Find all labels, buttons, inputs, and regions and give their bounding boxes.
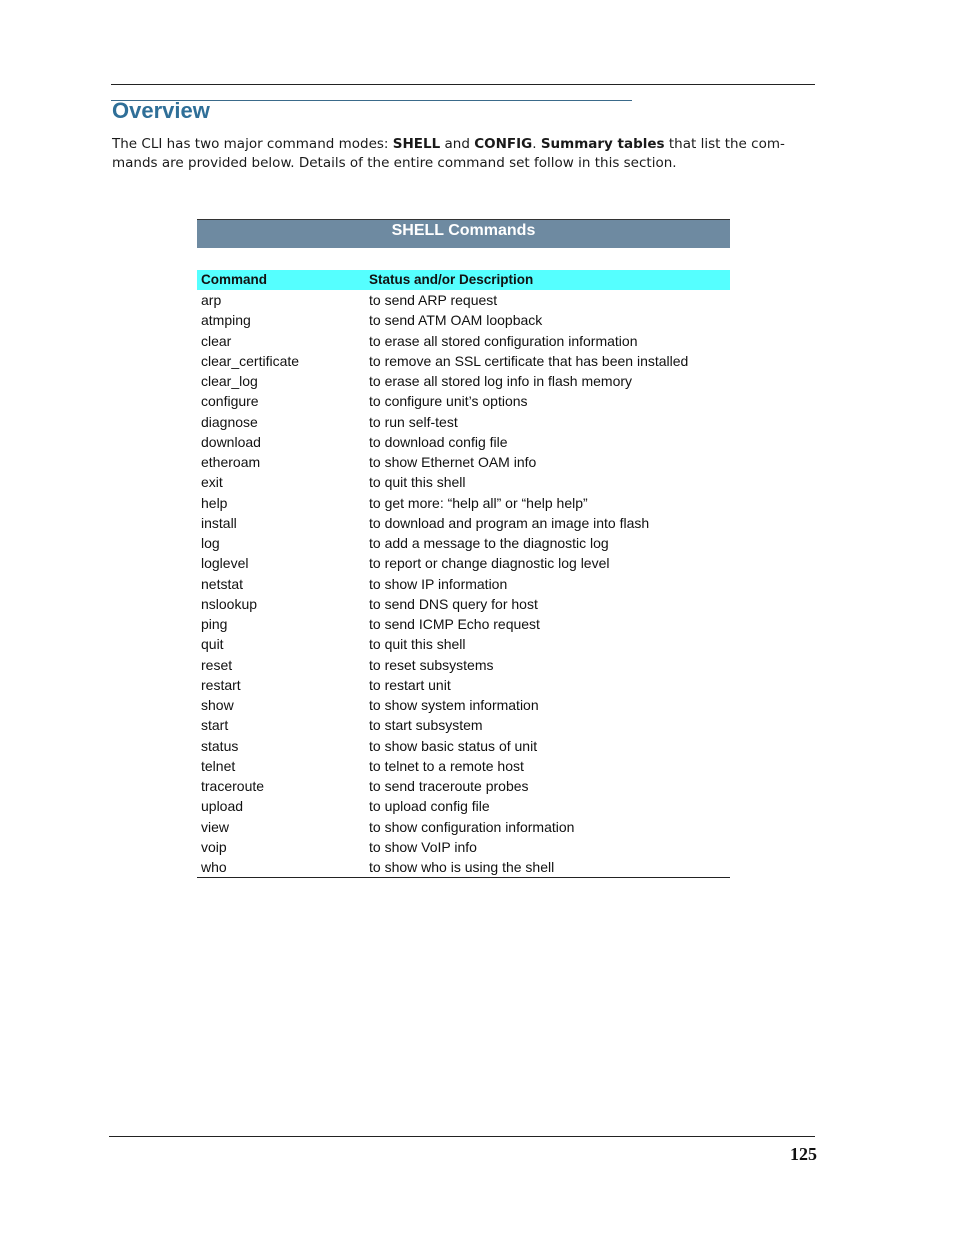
table-row <box>197 817 730 837</box>
command-cell: voip <box>201 838 227 855</box>
table-row <box>197 715 730 735</box>
command-cell: exit <box>201 474 223 491</box>
table-row <box>197 594 730 614</box>
command-cell: telnet <box>201 757 236 774</box>
table-row <box>197 391 730 411</box>
description-cell: to remove an SSL certificate that has been installed <box>369 352 689 369</box>
description-cell: to show Ethernet OAM info <box>369 454 537 471</box>
description-cell: to start subsystem <box>369 717 483 734</box>
top-rule <box>111 84 815 85</box>
table-header-row <box>197 270 730 290</box>
description-cell: to send ATM OAM loopback <box>369 312 543 329</box>
description-cell: to send ICMP Echo request <box>369 616 540 633</box>
description-cell: to send ARP request <box>369 292 498 309</box>
command-cell: quit <box>201 636 224 653</box>
table-row <box>197 675 730 695</box>
command-cell: atmping <box>201 312 251 329</box>
table-row <box>197 351 730 371</box>
table-row <box>197 310 730 330</box>
command-cell: show <box>201 697 234 714</box>
command-cell: clear_log <box>201 373 258 390</box>
command-cell: upload <box>201 798 244 815</box>
table-row <box>197 796 730 816</box>
header-command: Command <box>197 270 365 290</box>
table-row <box>197 574 730 594</box>
intro-shell: SHELL <box>392 136 441 152</box>
intro-text-1: The CLI has two major command modes: <box>112 136 393 152</box>
description-cell: to report or change diagnostic log level <box>369 555 610 572</box>
description-cell: to erase all stored configuration information <box>369 332 638 349</box>
table-row <box>197 432 730 452</box>
command-cell: etheroam <box>201 454 261 471</box>
command-cell: clear_certificate <box>201 352 300 369</box>
command-cell: arp <box>201 292 222 309</box>
command-cell: diagnose <box>201 413 258 430</box>
command-cell: ping <box>201 616 228 633</box>
command-cell: clear <box>201 332 232 349</box>
command-cell: help <box>201 494 228 511</box>
table-row <box>197 655 730 675</box>
description-cell: to add a message to the diagnostic log <box>369 535 609 552</box>
description-cell: to quit this shell <box>369 474 466 491</box>
table-title: SHELL Commands <box>197 219 730 248</box>
description-cell: to show IP information <box>369 575 508 592</box>
description-cell: to send DNS query for host <box>369 595 538 612</box>
table-row <box>197 452 730 472</box>
table-row <box>197 472 730 492</box>
command-cell: nslookup <box>201 595 258 612</box>
page-number: 125 <box>790 1144 817 1164</box>
description-cell: to get more: “help all” or “help help” <box>369 494 588 511</box>
intro-config: CONFIG <box>474 136 533 152</box>
command-cell: download <box>201 433 261 450</box>
description-cell: to restart unit <box>369 676 451 693</box>
description-cell: to show system information <box>369 697 539 714</box>
description-cell: to download config file <box>369 433 508 450</box>
command-cell: restart <box>201 676 241 693</box>
table-row <box>197 331 730 351</box>
commands-table <box>197 270 730 878</box>
table-row <box>197 837 730 857</box>
description-cell: to show VoIP info <box>369 838 477 855</box>
header-description: Status and/or Description <box>365 270 730 290</box>
table-row <box>197 290 730 310</box>
table-row <box>197 493 730 513</box>
description-cell: to download and program an image into flash <box>369 514 650 531</box>
description-cell: to reset subsystems <box>369 656 494 673</box>
command-cell: netstat <box>201 575 244 592</box>
table-row <box>197 776 730 796</box>
table-row <box>197 736 730 756</box>
description-cell: to erase all stored log info in flash memory <box>369 373 633 390</box>
table-body <box>197 290 730 878</box>
command-cell: status <box>201 737 239 754</box>
table-row <box>197 533 730 553</box>
description-cell: to show who is using the shell <box>365 857 730 878</box>
description-cell: to run self-test <box>369 413 458 430</box>
command-cell: traceroute <box>201 778 265 795</box>
table-row <box>197 695 730 715</box>
table-row <box>197 513 730 533</box>
command-cell: install <box>201 514 237 531</box>
intro-text-3: . <box>532 136 541 152</box>
intro-summary-tables: Summary tables <box>540 136 665 152</box>
description-cell: to upload config file <box>369 798 490 815</box>
description-cell: to show basic status of unit <box>369 737 538 754</box>
intro-text-4: that list the com-mands are provided below. Details of the entire command set follow in this section. <box>112 136 785 171</box>
table-row <box>197 412 730 432</box>
description-cell: to show configuration information <box>369 818 575 835</box>
intro-paragraph <box>112 135 802 172</box>
command-cell: view <box>201 818 230 835</box>
command-cell: reset <box>201 656 233 673</box>
description-cell: to send traceroute probes <box>369 778 529 795</box>
table-row <box>197 553 730 573</box>
command-cell: start <box>201 717 229 734</box>
description-cell: to configure unit’s options <box>369 393 528 410</box>
table-row <box>197 634 730 654</box>
intro-text-2: and <box>440 136 475 152</box>
command-cell: configure <box>201 393 259 410</box>
command-cell: who <box>197 857 365 878</box>
shell-commands-table <box>197 219 730 878</box>
description-cell: to telnet to a remote host <box>369 757 524 774</box>
table-row <box>197 756 730 776</box>
section-title: Overview <box>112 98 210 123</box>
table-row <box>197 857 730 878</box>
description-cell: to quit this shell <box>369 636 466 653</box>
table-row <box>197 614 730 634</box>
bottom-rule <box>109 1136 815 1137</box>
command-cell: log <box>201 535 220 552</box>
command-cell: loglevel <box>201 555 249 572</box>
table-row <box>197 371 730 391</box>
